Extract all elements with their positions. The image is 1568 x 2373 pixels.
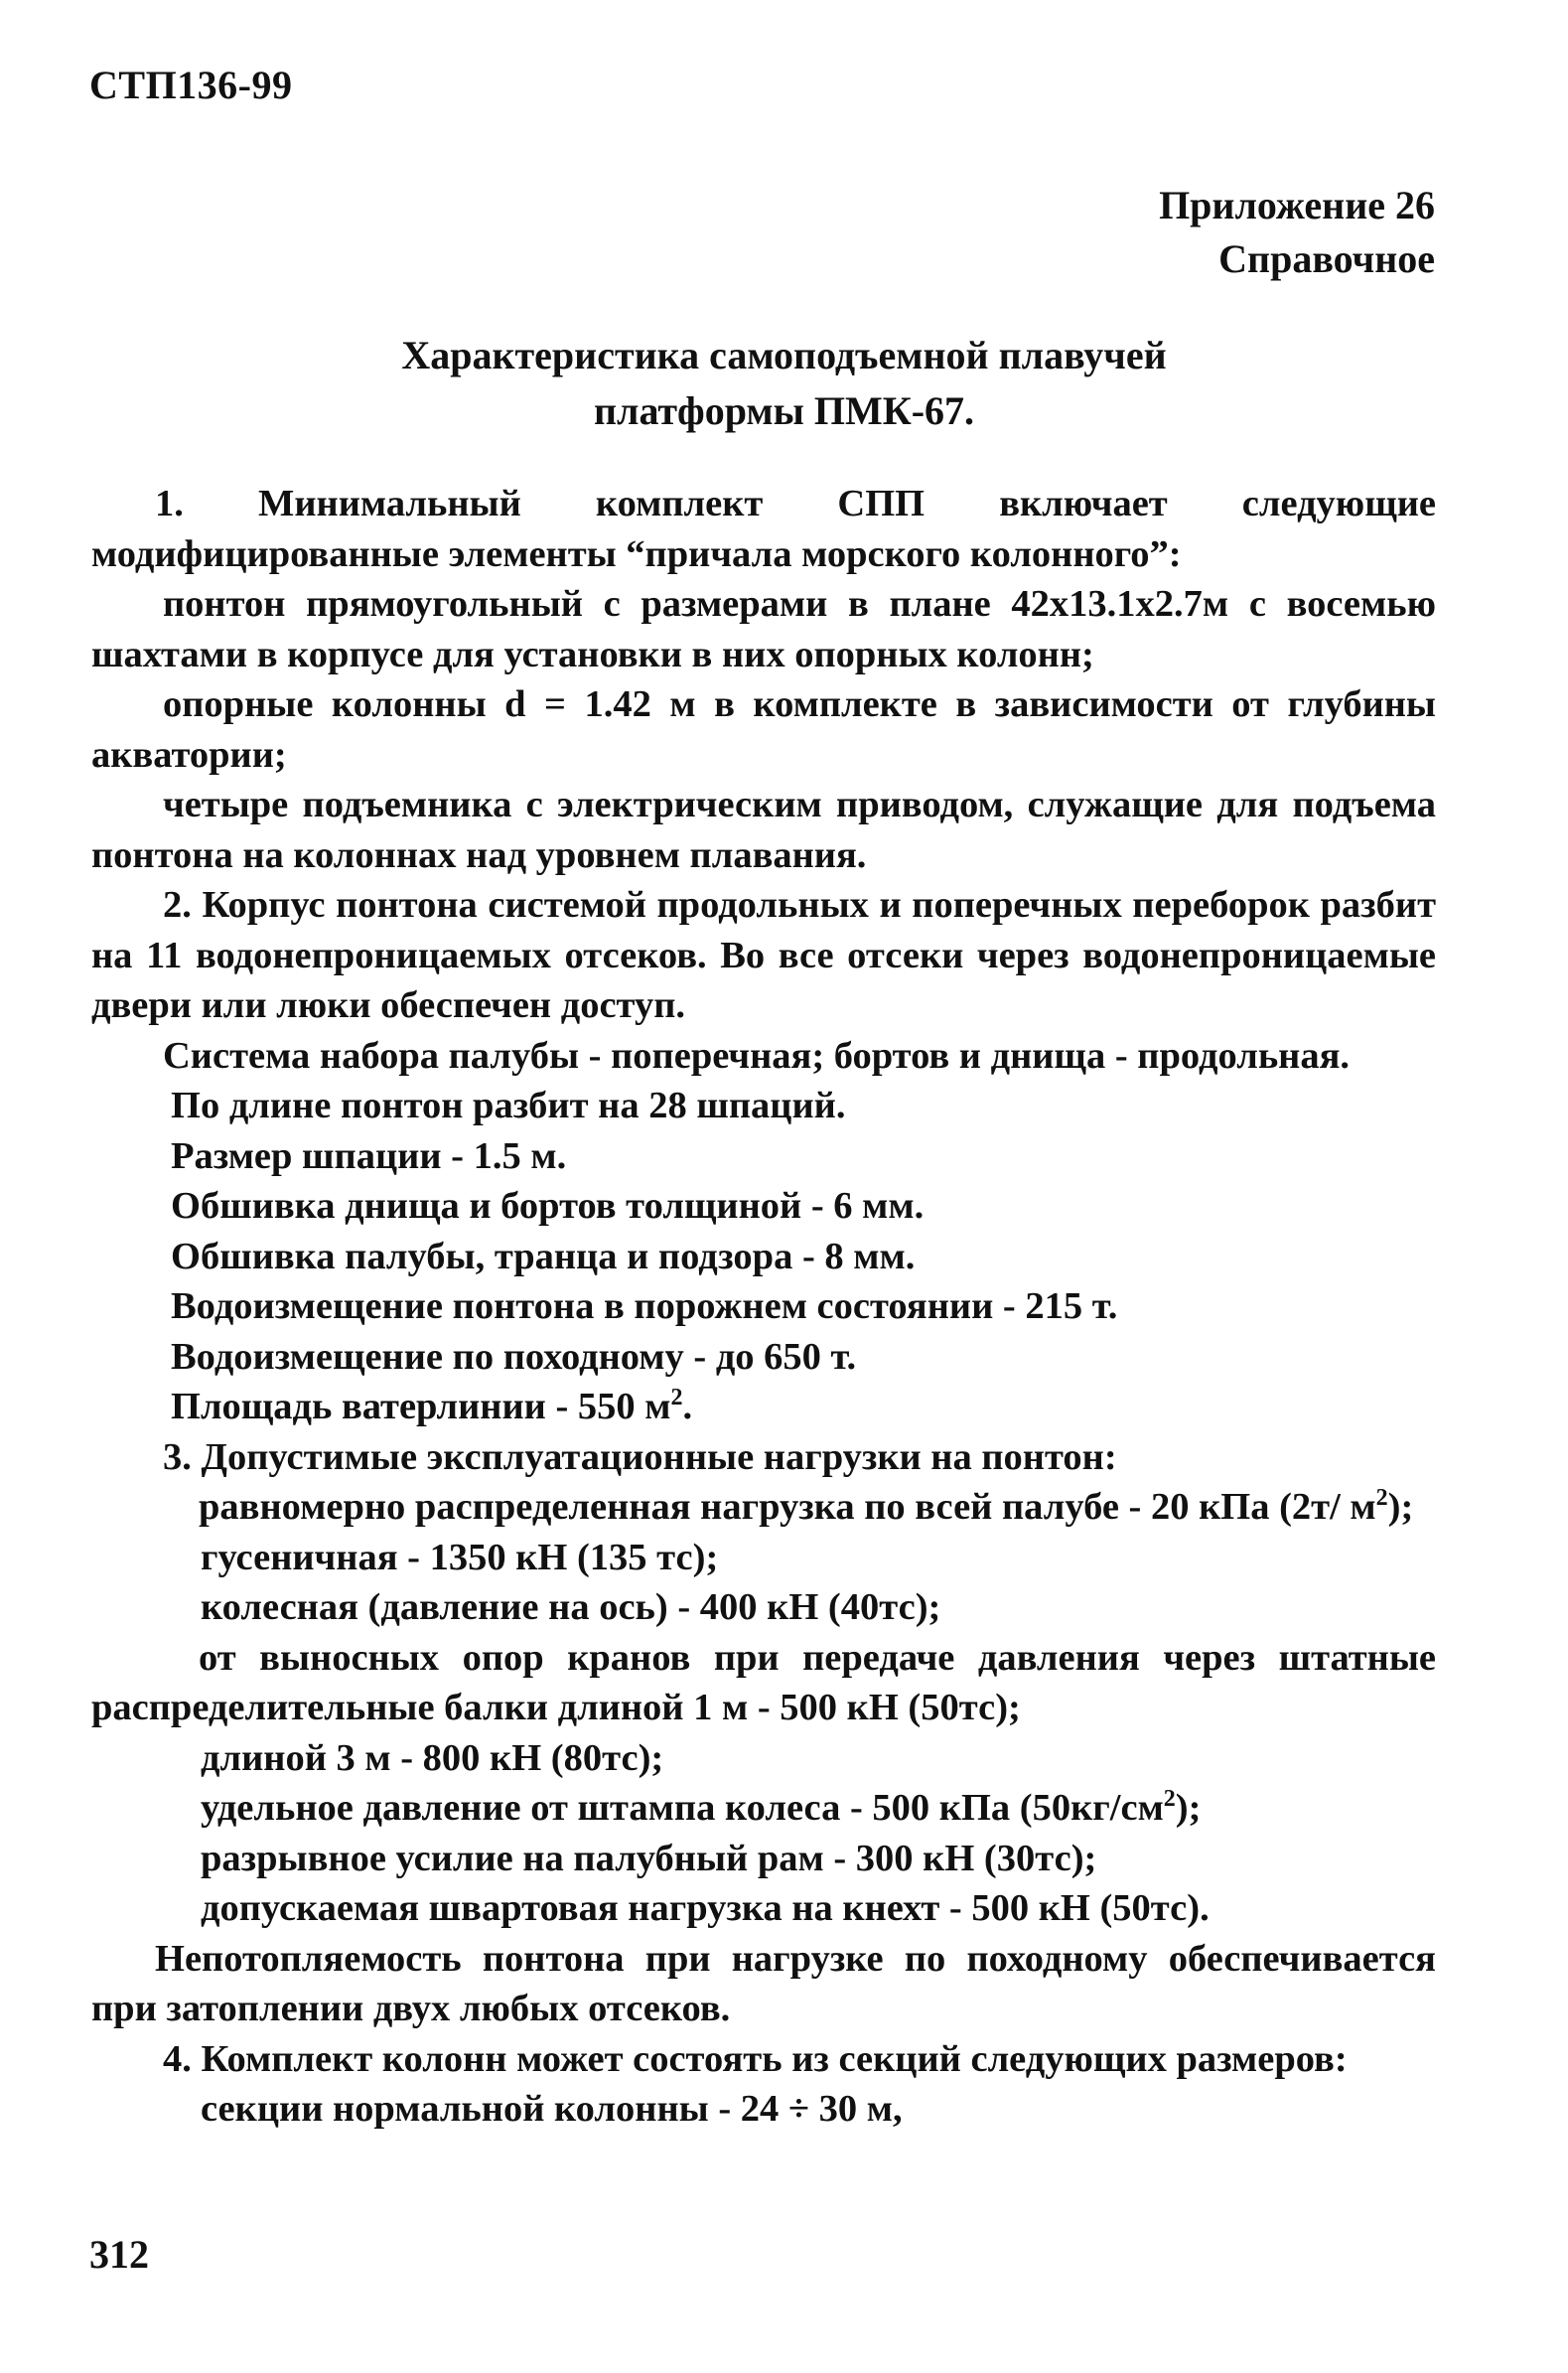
paragraph-14: 3. Допустимые эксплуатационные нагрузки на понтон: xyxy=(163,1435,1117,1478)
paragraph-13-text: Площадь ватерлинии - 550 м xyxy=(171,1386,671,1427)
paragraph-13-superscript: 2 xyxy=(670,1385,683,1411)
paragraph-23: Непотопляемость понтона при нагрузке по походному обеспечивается при затоплении двух любых отсеков. xyxy=(91,1937,1436,2029)
paragraph-15-text: равномерно распределенная нагрузка по всей палубе - 20 кПа (2т/ м xyxy=(199,1486,1376,1528)
paragraph-9: Обшивка днища и бортов толщиной - 6 мм. xyxy=(171,1185,925,1227)
title-line-2: платформы ПМК-67. xyxy=(593,388,975,433)
paragraph-6: Система набора палубы - поперечная; бортов и днища - продольная. xyxy=(163,1034,1351,1077)
paragraph-20 xyxy=(91,1783,1436,1834)
paragraph-7: По длине понтон разбит на 28 шпаций. xyxy=(171,1085,846,1126)
paragraph-13 xyxy=(91,1382,1436,1432)
appendix-type: Справочное xyxy=(1218,236,1435,281)
paragraph-1: 1. Минимальный комплект СПП включает следующие модифицированные элементы “причала морского колонного”: xyxy=(91,483,1436,575)
paragraph-15-superscript: 2 xyxy=(1375,1485,1388,1512)
title-line-1: Характеристика самоподъемной плавучей xyxy=(401,333,1167,377)
paragraph-21: разрывное усилие на палубный рам - 300 кН (30тс); xyxy=(201,1837,1097,1879)
paragraph-17: колесная (давление на ось) - 400 кН (40тс); xyxy=(201,1586,941,1628)
paragraph-8: Размер шпации - 1.5 м. xyxy=(171,1134,567,1177)
paragraph-4: четыре подъемника с электрическим приводом, служащие для подъема понтона на колоннах над уровнем плавания. xyxy=(91,784,1436,876)
document-code: СТП136-99 xyxy=(89,63,293,107)
paragraph-20-superscript: 2 xyxy=(1163,1786,1176,1813)
paragraph-2: понтон прямоугольный с размерами в плане 42x13.1x2.7м с восемью шахтами в корпусе для установки в них опорных колонн; xyxy=(91,583,1436,675)
paragraph-16: гусеничная - 1350 кН (135 тс); xyxy=(201,1536,719,1578)
paragraph-13-tail: . xyxy=(682,1386,693,1427)
paragraph-3: опорные колонны d = 1.42 м в комплекте в зависимости от глубины акватории; xyxy=(91,683,1436,776)
paragraph-25: секции нормальной колонны - 24 ÷ 30 м, xyxy=(201,2088,903,2130)
paragraph-5: 2. Корпус понтона системой продольных и поперечных переборок разбит на 11 водонепроницаемых отсеков. Во все отсеки через водонепроницаемые двери или люки обеспечен доступ. xyxy=(91,884,1436,1026)
paragraph-20-tail: ); xyxy=(1175,1787,1202,1829)
appendix-number: Приложение 26 xyxy=(1159,183,1435,227)
document-body xyxy=(91,479,1436,2135)
appendix-label xyxy=(1159,179,1435,286)
paragraph-24: 4. Комплект колонн может состоять из секций следующих размеров: xyxy=(163,2037,1348,2080)
paragraph-19: длиной 3 м - 800 кН (80тс); xyxy=(201,1736,664,1779)
paragraph-15 xyxy=(91,1482,1436,1533)
paragraph-12: Водоизмещение по походному - до 650 т. xyxy=(171,1335,857,1378)
page-number: 312 xyxy=(89,2232,149,2277)
paragraph-22: допускаемая швартовая нагрузка на кнехт - 500 кН (50тс). xyxy=(201,1887,1210,1929)
paragraph-15-tail: ); xyxy=(1387,1486,1414,1528)
paragraph-10: Обшивка палубы, транца и подзора - 8 мм. xyxy=(171,1235,916,1277)
paragraph-20-text: удельное давление от штампа колеса - 500 кПа (50кг/см xyxy=(201,1787,1164,1829)
paragraph-18: от выносных опор кранов при передаче давления через штатные распределительные балки длиной 1 м - 500 кН (50тс); xyxy=(91,1636,1436,1728)
paragraph-11: Водоизмещение понтона в порожнем состоянии - 215 т. xyxy=(171,1285,1118,1327)
page-title xyxy=(0,328,1568,439)
